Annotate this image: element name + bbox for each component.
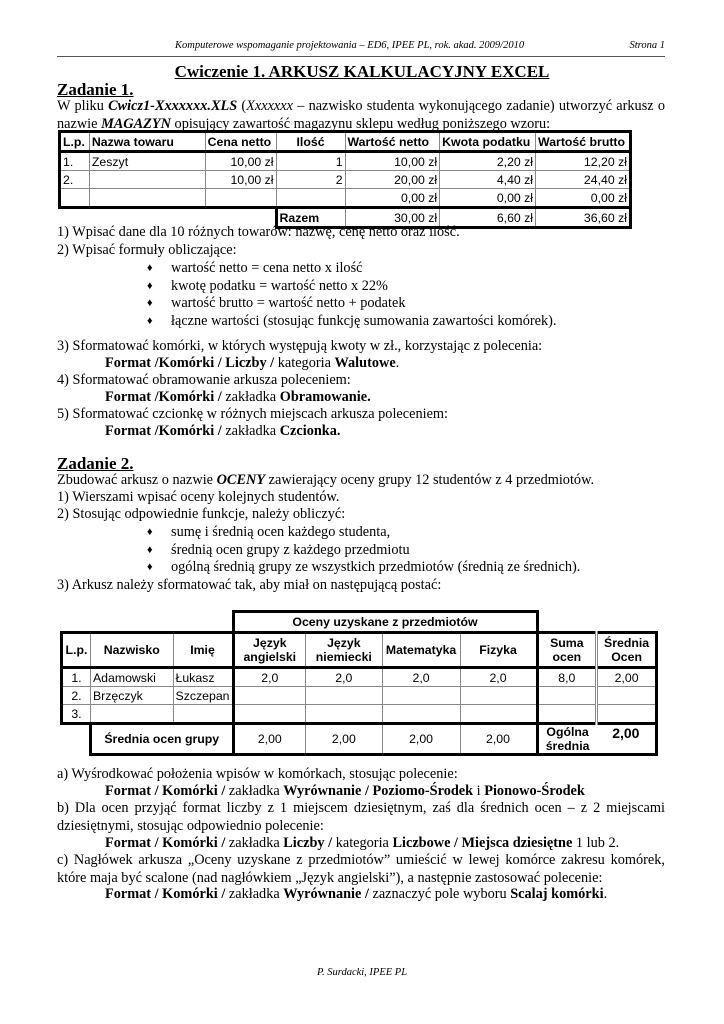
header-cell: L.p. [62, 633, 91, 668]
merged-header: Oceny uzyskane z przedmiotów [233, 612, 537, 633]
table-row [60, 152, 631, 171]
sheet-name: OCENY [216, 472, 266, 488]
document-title: Cwiczenie 1. ARKUSZ KALKULACYJNY EXCEL [174, 62, 550, 81]
table-row [62, 705, 657, 724]
cell [382, 687, 460, 705]
cell: Szczepan [173, 687, 233, 705]
header-cell: Cena netto [205, 132, 276, 152]
task1-step1: 1) Wpisać dane dla 10 różnych towarów: nazwę, cenę netto oraz ilość. [57, 224, 460, 240]
note-c: c) Nagłówek arkusza „Oceny uzyskane z przedmiotów” umieścić w lewej komórce zakresu komórek, które maja być scalone (nad nagłówkiem „Język angielski”), a następnie zastosować polecenie: [57, 852, 665, 886]
total-podatek: 6,60 zł [440, 208, 536, 228]
cell: 2,0 [233, 668, 306, 687]
cell [460, 705, 537, 724]
task1-step2: 2) Wpisać formuły obliczające: [57, 242, 237, 258]
cell [233, 705, 306, 724]
cell: 2,0 [382, 668, 460, 687]
list-item: ♦ kwotę podatku = wartość netto x 22% [147, 277, 388, 294]
cell: 2,00 [597, 668, 657, 687]
average-row [62, 724, 657, 755]
diamond-bullet-icon: ♦ [147, 279, 153, 292]
cell: 2. [60, 171, 90, 189]
diamond-bullet-icon: ♦ [147, 561, 153, 573]
cell: 0,00 zł [536, 189, 631, 208]
course-info: Komputerowe wspomaganie projektowania – ED6, IPEE PL, rok. akad. 2009/2010 [175, 40, 525, 51]
cell: 10,00 zł [205, 171, 276, 189]
cell: 1. [60, 152, 90, 171]
task2-step1: 1) Wierszami wpisać oceny kolejnych studentów. [57, 489, 340, 505]
task2-heading: Zadanie 2. [57, 454, 134, 473]
task2-bullets [147, 524, 580, 577]
cell: 2 [276, 171, 345, 189]
cell: 1. [62, 668, 91, 687]
table-row [62, 687, 657, 705]
header-cell: Ilość [276, 132, 345, 152]
list-item: ♦ sumę i średnią ocen każdego studenta, [147, 524, 391, 540]
cell [205, 189, 276, 208]
task1-step5: 5) Sformatować czcionkę w różnych miejscach arkusza poleceniem: [57, 406, 449, 422]
table-row [60, 171, 631, 189]
cell: Adamowski [90, 668, 173, 687]
task2-step2: 2) Stosując odpowiednie funkcje, należy obliczyć: [57, 506, 346, 522]
cell [233, 687, 306, 705]
task1-step3: 3) Sformatować komórki, w których występują kwoty w zł., korzystając z polecenia: [57, 338, 543, 354]
subject-average: 2,00 [233, 724, 306, 755]
header-cell: L.p. [60, 132, 90, 152]
cell: 2,20 zł [440, 152, 536, 171]
cell [306, 687, 383, 705]
note-b: b) Dla ocen przyjąć format liczby z 1 miejscem dziesiętnym, zaś dla średnich ocen – z 2 miejscami dziesiętnymi, stosując odpowiednio polecenie: [57, 800, 665, 834]
header-cell: Nazwisko [90, 633, 173, 668]
diamond-bullet-icon: ♦ [147, 526, 153, 538]
cell [90, 705, 173, 724]
cell: Brzęczyk [90, 687, 173, 705]
header-cell: Język niemiecki [306, 633, 383, 668]
list-item: ♦ średnią ocen grupy z każdego przedmiotu [147, 541, 410, 558]
cell [460, 687, 537, 705]
cell [306, 705, 383, 724]
task2-step3: 3) Arkusz należy sformatować tak, aby miał on następującą postać: [57, 577, 442, 593]
header-cell: Matematyka [382, 633, 460, 668]
cell [597, 705, 657, 724]
oceny-table [60, 610, 658, 756]
cell [89, 189, 205, 208]
cell: 2,0 [460, 668, 537, 687]
cell [597, 687, 657, 705]
table-row [62, 668, 657, 687]
total-netto: 30,00 zł [345, 208, 440, 228]
header-cell: Wartość netto [345, 132, 440, 152]
group-average-label: Średnia ocen grupy [90, 724, 233, 755]
cell: 0,00 zł [440, 189, 536, 208]
cell: 20,00 zł [345, 171, 440, 189]
cell: 4,40 zł [440, 171, 536, 189]
list-item: ♦ łączne wartości (stosując funkcję sumowania zawartości komórek). [147, 312, 557, 329]
overall-average-label: Ogólna średnia [537, 724, 597, 755]
note-a: a) Wyśrodkować położenia wpisów w komórkach, stosując polecenie: [57, 766, 458, 782]
diamond-bullet-icon: ♦ [147, 314, 153, 327]
page-number: Strona 1 [629, 40, 665, 51]
subject-average: 2,00 [382, 724, 460, 755]
cell: 8,0 [537, 668, 597, 687]
subject-average: 2,00 [460, 724, 537, 755]
cell: 3. [62, 705, 91, 724]
table-header-row [60, 132, 631, 152]
note-c-cmd: Format / Komórki / zakładka Wyrównanie / zaznaczyć pole wyboru Scalaj komórki. [105, 886, 608, 902]
cell: Zeszyt [89, 152, 205, 171]
cell: 2. [62, 687, 91, 705]
table-header-row [62, 633, 657, 668]
cell [89, 171, 205, 189]
note-a-cmd: Format / Komórki / zakładka Wyrównanie / Poziomo-Środek i Pionowo-Środek [105, 783, 585, 799]
task1-intro: W pliku Cwicz1-Xxxxxxx.XLS (Xxxxxxx – nazwisko studenta wykonującego zadanie) utworzyć arkusz o nazwie MAGAZYN opisujący zawartość magazynu sklepu według poniższego wzoru: [57, 98, 665, 132]
cell: 12,20 zł [536, 152, 631, 171]
page-header [57, 40, 665, 57]
overall-average-value: 2,00 [597, 724, 657, 755]
cell [276, 189, 345, 208]
cell: 1 [276, 152, 345, 171]
header-cell: Średnia Ocen [597, 633, 657, 668]
cell: 2,0 [306, 668, 383, 687]
cell: 24,40 zł [536, 171, 631, 189]
task1-bullets [147, 260, 556, 330]
cell [537, 705, 597, 724]
cell: Łukasz [173, 668, 233, 687]
sheet-name: MAGAZYN [101, 115, 171, 132]
cell: 0,00 zł [345, 189, 440, 208]
merged-header-row [62, 612, 657, 633]
task2-intro: Zbudować arkusz o nazwie OCENY zawierający oceny grupy 12 studentów z 4 przedmiotów. [57, 472, 595, 488]
magazyn-table [58, 130, 632, 229]
header-cell: Fizyka [460, 633, 537, 668]
header-cell: Kwota podatku [440, 132, 536, 152]
header-cell: Imię [173, 633, 233, 668]
list-item: ♦ wartość brutto = wartość netto + podatek [147, 295, 406, 311]
cell [173, 705, 233, 724]
diamond-bullet-icon: ♦ [147, 543, 153, 556]
total-label: Razem [276, 208, 345, 228]
header-cell: Suma ocen [537, 633, 597, 668]
header-cell: Wartość brutto [536, 132, 631, 152]
page-footer: P. Surdacki, IPEE PL [316, 967, 408, 978]
task1-step5-cmd: Format /Komórki / zakładka Czcionka. [105, 423, 341, 439]
file-name: Cwicz1-Xxxxxxx.XLS [108, 98, 238, 114]
task1-step3-cmd: Format /Komórki / Liczby / kategoria Walutowe. [105, 355, 400, 371]
total-brutto: 36,60 zł [536, 208, 631, 228]
diamond-bullet-icon: ♦ [147, 297, 153, 309]
list-item: ♦ wartość netto = cena netto x ilość [147, 260, 363, 276]
list-item: ♦ ogólną średnią grupy ze wszystkich przedmiotów (średnią ze średnich). [147, 559, 581, 575]
task1-step4: 4) Sformatować obramowanie arkusza poleceniem: [57, 372, 351, 388]
subject-average: 2,00 [306, 724, 383, 755]
table-row [60, 189, 631, 208]
header-cell: Język angielski [233, 633, 306, 668]
header-cell: Nazwa towaru [89, 132, 205, 152]
cell [382, 705, 460, 724]
task1-heading: Zadanie 1. [57, 80, 134, 99]
cell: 10,00 zł [345, 152, 440, 171]
task1-step4-cmd: Format /Komórki / zakładka Obramowanie. [105, 389, 371, 405]
note-b-cmd: Format / Komórki / zakładka Liczby / kategoria Liczbowe / Miejsca dziesiętne 1 lub 2. [105, 835, 620, 851]
cell [537, 687, 597, 705]
cell [60, 189, 90, 208]
diamond-bullet-icon: ♦ [147, 262, 153, 274]
cell: 10,00 zł [205, 152, 276, 171]
